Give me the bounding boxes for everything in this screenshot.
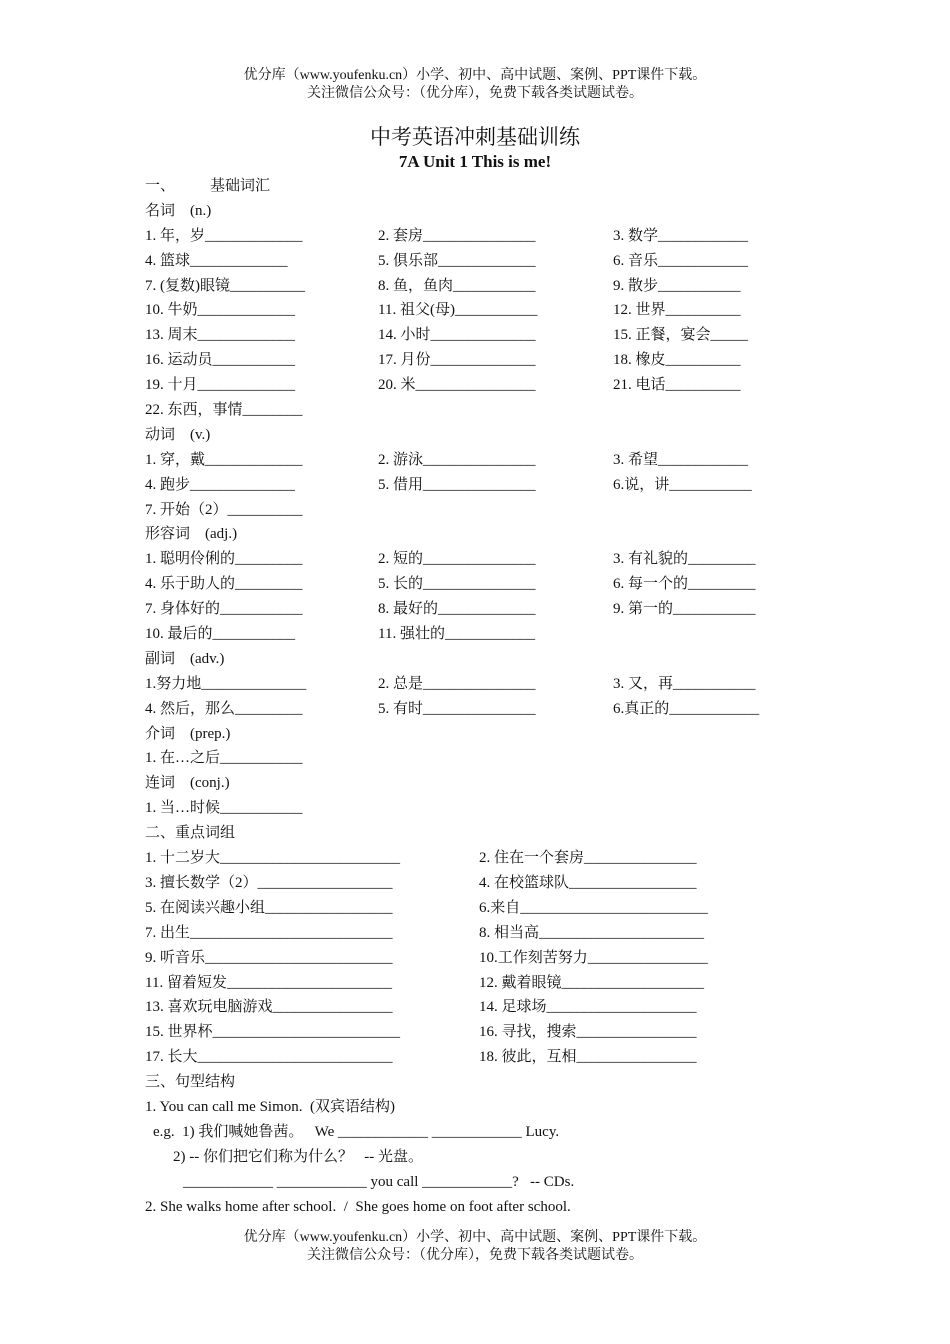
section3-heading-text: 三、句型结构 [145,1074,236,1091]
section3-heading [145,1070,845,1095]
worksheet-body [145,174,845,1219]
page-header [0,67,950,103]
verbs-list [145,448,845,523]
phrase-row [145,871,845,896]
phrase-item: 18. 彼此，互相________________ [479,1049,697,1066]
adjectives-list [145,547,845,647]
prepositions-heading-text: 介词 (prep.) [145,725,231,742]
phrase-item: 13. 喜欢玩电脑游戏________________ [145,999,393,1016]
vocab-item: 4. 然后，那么_________ [145,700,303,717]
conjunctions-heading [145,771,845,796]
vocab-row [145,373,845,398]
vocab-item: 19. 十月_____________ [145,377,296,394]
vocab-item: 1. 穿，戴_____________ [145,451,303,468]
adverbs-heading [145,647,845,672]
phrase-item: 2. 住在一个套房_______________ [479,850,697,867]
vocab-row [145,697,845,722]
vocab-item: 8. 最好的_____________ [378,601,536,618]
vocab-item: 12. 世界__________ [613,302,741,319]
verbs-heading [145,423,845,448]
vocab-row [145,597,845,622]
phrase-item: 14. 足球场____________________ [479,999,697,1016]
example-2-answer: ____________ ____________ you call ____________? -- CDs. [183,1173,575,1190]
sentence-item-1: 1. You can call me Simon. (双宾语结构) [145,1098,395,1115]
footer-line-1: 优分库（www.youfenku.cn）小学、初中、高中试题、案例、PPT课件下载。 [243,1230,707,1245]
vocab-row [145,274,845,299]
vocab-item: 11. 强壮的____________ [378,626,535,643]
section2-heading [145,821,845,846]
phrase-item: 7. 出生___________________________ [145,924,393,941]
phrase-row [145,1045,845,1070]
vocab-item: 10. 最后的___________ [145,626,296,643]
page-title: 中考英语冲刺基础训练 [370,125,580,149]
vocab-item: 5. 俱乐部_____________ [378,252,536,269]
prepositions-list [145,746,845,771]
phrase-row [145,995,845,1020]
vocab-item: 1. 聪明伶俐的_________ [145,551,303,568]
adverbs-list [145,672,845,722]
phrase-item: 17. 长大__________________________ [145,1049,393,1066]
phrase-item: 11. 留着短发______________________ [145,974,392,991]
section1-heading [145,174,845,199]
phrase-item: 1. 十二岁大________________________ [145,850,401,867]
example-1: e.g. 1) 我们喊她鲁茜。 We ____________ ____________ Lucy. [153,1123,560,1140]
vocab-item: 1.努力地______________ [145,675,307,692]
vocab-item: 9. 第一的___________ [613,601,756,618]
vocab-item: 11. 祖父(母)___________ [378,302,538,319]
vocab-item: 21. 电话__________ [613,377,741,394]
phrase-item: 12. 戴着眼镜___________________ [479,974,705,991]
vocab-item: 4. 乐于助人的_________ [145,576,303,593]
verbs-heading-text: 动词 (v.) [145,426,211,443]
phrase-item: 8. 相当高______________________ [479,924,705,941]
adjectives-heading-text: 形容词 (adj.) [145,526,238,543]
vocab-row [145,547,845,572]
vocab-item: 22. 东西，事情________ [145,402,303,419]
vocab-item: 6. 音乐____________ [613,252,749,269]
phrase-item: 3. 擅长数学（2）__________________ [145,874,393,891]
vocab-row [145,622,845,647]
phrase-item: 6.来自_________________________ [479,899,708,916]
header-line-1: 优分库（www.youfenku.cn）小学、初中、高中试题、案例、PPT课件下载。 [243,68,707,83]
vocab-item: 9. 散步___________ [613,277,741,294]
vocab-row [145,249,845,274]
phrase-item: 15. 世界杯_________________________ [145,1024,401,1041]
vocab-item: 13. 周末_____________ [145,327,296,344]
vocab-item: 3. 数学____________ [613,227,749,244]
conjunctions-list [145,796,845,821]
vocab-row [145,298,845,323]
vocab-item: 2. 短的_______________ [378,551,536,568]
phrases-list [145,846,845,1070]
conjunctions-heading-text: 连词 (conj.) [145,775,230,792]
vocab-item: 14. 小时______________ [378,327,536,344]
phrase-row [145,946,845,971]
vocab-item: 6. 每一个的_________ [613,576,756,593]
vocab-item: 4. 篮球_____________ [145,252,288,269]
vocab-item: 8. 鱼，鱼肉___________ [378,277,536,294]
example-2: 2) -- 你们把它们称为什么？ -- 光盘。 [173,1148,423,1165]
vocab-item: 3. 希望____________ [613,451,749,468]
vocab-item: 5. 有时_______________ [378,700,536,717]
vocab-row [145,672,845,697]
vocab-item: 16. 运动员___________ [145,352,296,369]
phrase-row [145,896,845,921]
vocab-item: 6.说，讲___________ [613,476,752,493]
vocab-item: 2. 总是_______________ [378,675,536,692]
phrase-item: 5. 在阅读兴趣小组_________________ [145,899,393,916]
vocab-row [145,473,845,498]
page-subtitle: 7A Unit 1 This is me! [398,152,552,171]
phrase-item: 4. 在校篮球队_________________ [479,874,697,891]
section1-label: 基础词汇 [210,178,271,194]
phrase-row [145,921,845,946]
vocab-item: 20. 米________________ [378,377,536,394]
nouns-heading [145,199,845,224]
section2-heading-text: 二、重点词组 [145,825,236,842]
vocab-item: 3. 又，再___________ [613,675,756,692]
phrase-item: 9. 听音乐_________________________ [145,949,393,966]
vocab-item: 17. 月份______________ [378,352,536,369]
vocab-item: 7. 身体好的___________ [145,601,303,618]
phrase-item: 16. 寻找，搜索________________ [479,1024,697,1041]
adjectives-heading [145,522,845,547]
sentence-item-2: 2. She walks home after school. / She goes home on foot after school. [145,1198,571,1215]
header-line-2: 关注微信公众号：（优分库），免费下载各类试题试卷。 [307,86,643,101]
vocab-row [145,224,845,249]
vocab-item: 3. 有礼貌的_________ [613,551,756,568]
vocab-item: 7. (复数)眼镜__________ [145,277,305,294]
adverbs-heading-text: 副词 (adv.) [145,650,225,667]
vocab-row [145,498,845,523]
vocab-item: 5. 长的_______________ [378,576,536,593]
phrase-item: 10.工作刻苦努力________________ [479,949,708,966]
nouns-heading-text: 名词 (n.) [145,202,212,219]
prepositions-heading [145,722,845,747]
footer-line-2: 关注微信公众号：（优分库），免费下载各类试题试卷。 [307,1248,643,1263]
vocab-item: 6.真正的____________ [613,700,760,717]
vocab-item: 7. 开始（2）__________ [145,501,303,518]
vocab-item: 4. 跑步______________ [145,476,296,493]
vocab-item: 2. 游泳_______________ [378,451,536,468]
vocab-item: 1. 年，岁_____________ [145,227,303,244]
vocab-item: 5. 借用_______________ [378,476,536,493]
phrase-row [145,846,845,871]
vocab-row [145,398,845,423]
vocab-item: 2. 套房_______________ [378,227,536,244]
vocab-item: 10. 牛奶_____________ [145,302,296,319]
page-footer [0,1229,950,1265]
vocab-item: 1. 当…时候___________ [145,800,303,817]
phrase-row [145,971,845,996]
vocab-row [145,796,845,821]
vocab-item: 15. 正餐，宴会_____ [613,327,749,344]
phrase-row [145,1020,845,1045]
nouns-list [145,224,845,423]
vocab-row [145,448,845,473]
section1-number: 一、 [145,178,176,194]
vocab-row [145,572,845,597]
vocab-row [145,323,845,348]
vocab-item: 18. 橡皮__________ [613,352,741,369]
vocab-item: 1. 在…之后___________ [145,750,303,767]
vocab-row [145,348,845,373]
vocab-row [145,746,845,771]
